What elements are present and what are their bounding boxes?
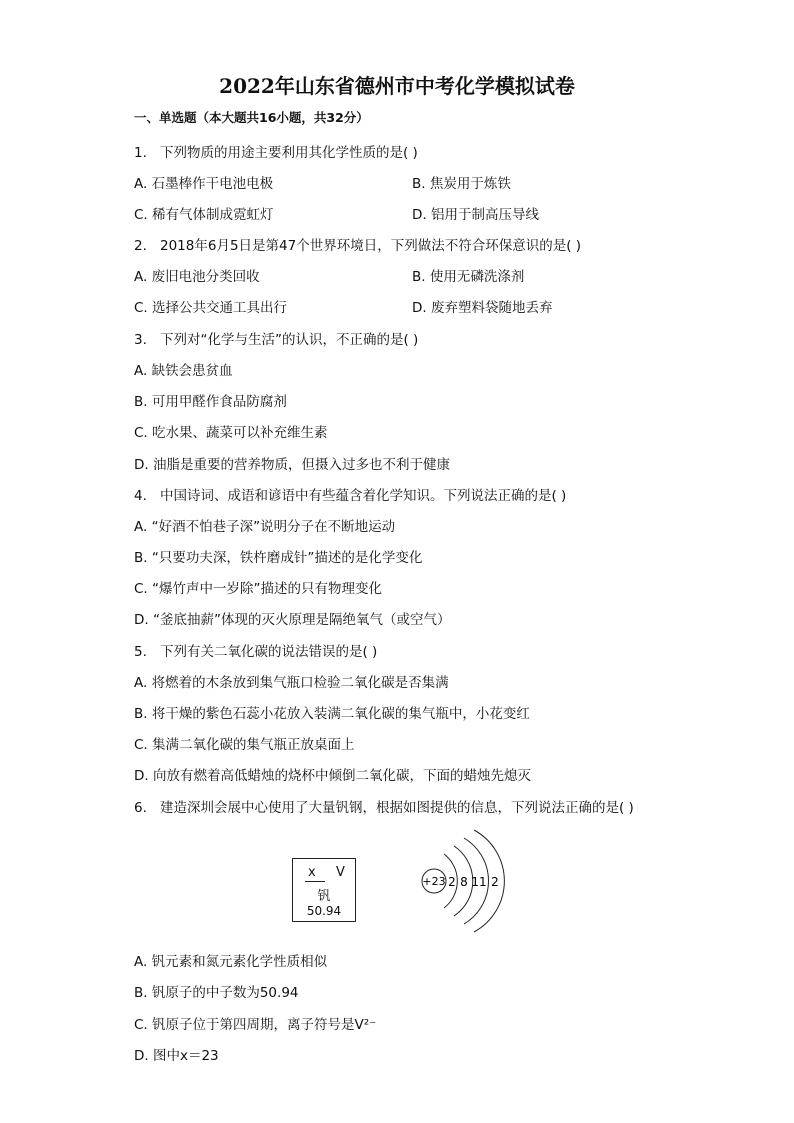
q5-option-a: A. 将燃着的木条放到集气瓶口检验二氧化碳是否集满 [134,675,449,691]
section-heading: 一、单选题（本大题共16小题，共32分） [134,110,369,125]
atomic-number-unknown: x [308,865,316,880]
q2-option-a: A. 废旧电池分类回收 [134,269,260,285]
element-name: 钒 [317,889,331,904]
q1-option-d: D. 铝用于制高压导线 [412,207,539,223]
element-info-box [292,858,356,922]
q1-option-c: C. 稀有气体制成霓虹灯 [134,207,274,223]
question-4: 4. 中国诗词、成语和谚语中有些蕴含着化学知识。下列说法正确的是( ) [134,488,567,504]
q6-option-d: D. 图中x＝23 [134,1048,219,1064]
shell-electrons-4: 2 [491,875,499,889]
atom-structure-svg [412,822,512,942]
q2-option-b: B. 使用无磷洗涤剂 [412,269,525,285]
shell-electrons-1: 2 [448,875,456,889]
question-5: 5. 下列有关二氧化碳的说法错误的是( ) [134,644,378,660]
q3-option-b: B. 可用甲醛作食品防腐剂 [134,394,287,410]
q6-option-a: A. 钒元素和氮元素化学性质相似 [134,954,328,970]
shell-electrons-2: 8 [460,875,468,889]
question-2: 2. 2018年6月5日是第47个世界环境日，下列做法不符合环保意识的是( ) [134,238,582,254]
q1-option-b: B. 焦炭用于炼铁 [412,176,511,192]
q3-option-d: D. 油脂是重要的营养物质，但摄入过多也不利于健康 [134,457,450,473]
q1-option-a: A. 石墨棒作干电池电极 [134,176,274,192]
question-3: 3. 下列对“化学与生活”的认识，不正确的是( ) [134,332,419,348]
shell-electrons-3: 11 [471,875,487,889]
element-symbol: V [336,865,345,880]
atomic-mass: 50.94 [306,904,342,918]
q4-option-d: D. “釜底抽薪”体现的灭火原理是隔绝氧气（或空气） [134,612,451,628]
atom-structure-diagram [412,822,512,946]
underline [305,881,325,882]
q2-option-c: C. 选择公共交通工具出行 [134,300,288,316]
q6-option-c: C. 钒原子位于第四周期，离子符号是V²⁻ [134,1017,377,1033]
q3-option-a: A. 缺铁会患贫血 [134,363,233,379]
q3-option-c: C. 吃水果、蔬菜可以补充维生素 [134,425,328,441]
nucleus-charge: +23 [422,875,446,888]
q5-option-d: D. 向放有燃着高低蜡烛的烧杯中倾倒二氧化碳，下面的蜡烛先熄灭 [134,768,531,784]
q2-option-d: D. 废弃塑料袋随地丢弃 [412,300,553,316]
question-1: 1. 下列物质的用途主要利用其化学性质的是( ) [134,145,418,161]
q4-option-a: A. “好酒不怕巷子深”说明分子在不断地运动 [134,519,396,535]
q4-option-b: B. “只要功夫深，铁杵磨成针”描述的是化学变化 [134,550,423,566]
q5-option-c: C. 集满二氧化碳的集气瓶正放桌面上 [134,737,355,753]
page-title: 2022年山东省德州市中考化学模拟试卷 [219,74,575,98]
q4-option-c: C. “爆竹声中一岁除”描述的只有物理变化 [134,581,382,597]
question-6: 6. 建造深圳会展中心使用了大量钒钢，根据如图提供的信息，下列说法正确的是( ) [134,800,634,816]
q6-option-b: B. 钒原子的中子数为50.94 [134,985,299,1001]
q5-option-b: B. 将干燥的紫色石蕊小花放入装满二氧化碳的集气瓶中，小花变红 [134,706,530,722]
